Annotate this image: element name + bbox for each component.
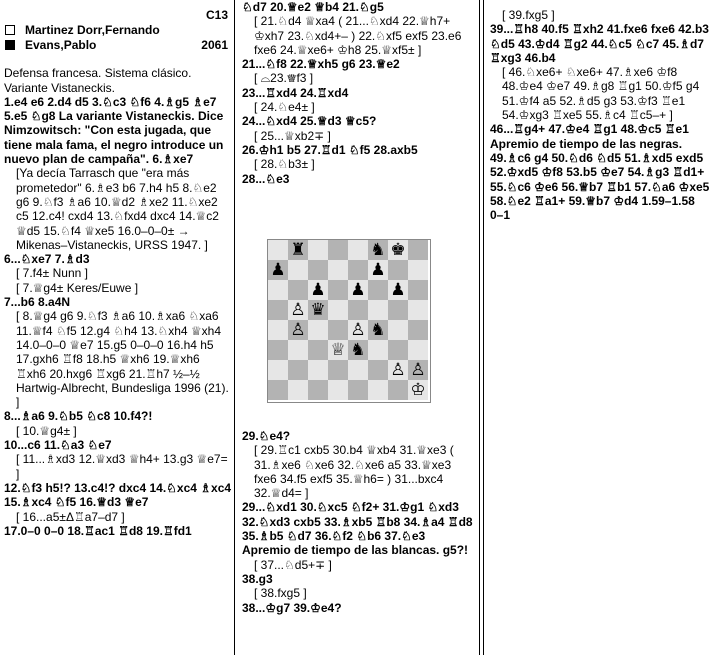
move-paragraph: 0–1	[490, 208, 511, 223]
white-player	[0, 22, 232, 37]
move-paragraph: 24...♘xd4 25.♕d3 ♕c5?	[242, 114, 377, 129]
board-square	[408, 280, 428, 300]
board-square	[288, 240, 308, 260]
column-divider-3	[483, 0, 484, 655]
board-square	[368, 260, 388, 280]
board-square	[348, 320, 368, 340]
column-divider-2	[479, 0, 480, 655]
board-square	[408, 360, 428, 380]
board-square	[348, 380, 368, 400]
annotation-paragraph: [ 37...♘d5+∓ ]	[254, 557, 332, 572]
move-paragraph: 23...♖xd4 24.♖xd4	[242, 85, 349, 100]
move-paragraph: 12.♘f3 h5!? 13.c4!? dxc4 14.♘xc4 ♗xc4 15.♗xc4 ♘f5 16.♕d3 ♕e7	[4, 480, 235, 510]
eco-code: C13	[205, 8, 228, 22]
annotation-paragraph: [ 25...♕xb2∓ ]	[254, 128, 331, 143]
board-square	[328, 360, 348, 380]
annotation-paragraph: [ 8.♕g4 g6 9.♘f3 ♗a6 10.♗xa6 ♘xa6 11.♕f4 ♘f5 12.g4 ♘h4 13.♘xh4 ♕xh4 14.0–0–0 ♕e7 15.g5 0–0–0 16.h4 h5 17.gxh6 ♖f8 18.h5 ♕xh6 19.♕xh6 ♖xh6 20.hxg6 ♖xg6 21.♖h7 ½–½ Hartwig-Albrecht, Bundesliga 1996 (21). ]	[16, 309, 233, 410]
annotation-paragraph: [ ⌓23.♕f3 ]	[254, 71, 314, 86]
annotation-paragraph: [ 16...a5±Δ♖a7–d7 ]	[16, 509, 125, 524]
move-paragraph: 26.♔h1 b5 27.♖d1 ♘f5 28.axb5	[242, 142, 418, 157]
board-square	[328, 320, 348, 340]
board-square	[388, 380, 408, 400]
move-paragraph: 8...♗a6 9.♘b5 ♘c8 10.f4?!	[4, 409, 153, 424]
board-square	[408, 340, 428, 360]
move-paragraph: 7...b6 8.a4N	[4, 295, 71, 310]
board-square	[348, 300, 368, 320]
annotation-paragraph: [ 38.fxg5 ]	[254, 586, 307, 601]
chess-piece-icon: ♛	[310, 300, 326, 320]
white-player-name: Martinez Dorr,Fernando	[25, 22, 160, 37]
board-square	[388, 280, 408, 300]
annotation-paragraph: [Ya decía Tarrasch que "era más prometedor" 6.♗e3 b6 7.h4 h5 8.♘e2 g6 9.♘f3 ♗a6 10.♕d2 ♗xe2 11.♘xe2 c5 12.c4! cxd4 13.♘fxd4 dxc4 14.♕c2 ♕d5 15.♘f4 ♕xe5 16.0–0–0± → Mikenas–Vistaneckis, URSS 1947. ]	[16, 166, 223, 252]
move-paragraph: 21...♘f8 22.♕xh5 g6 23.♕e2	[242, 57, 400, 72]
annotation-paragraph: [ 7.f4± Nunn ]	[16, 266, 88, 281]
board-square	[288, 280, 308, 300]
board-square	[308, 240, 328, 260]
annotation-paragraph: [ 11...♗xd3 12.♕xd3 ♕h4+ 13.g3 ♕e7= ]	[16, 452, 231, 481]
board-square	[288, 380, 308, 400]
board-square	[288, 300, 308, 320]
move-paragraph: 6...♘xe7 7.♗d3	[4, 252, 90, 267]
move-paragraph: 38...♔g7 39.♔e4?	[242, 600, 342, 615]
black-player-elo: 2061	[201, 37, 228, 52]
black-player	[0, 37, 232, 52]
board-square	[288, 320, 308, 340]
move-paragraph: 28...♘e3	[242, 171, 290, 186]
board-square	[388, 340, 408, 360]
board-square	[268, 260, 288, 280]
chess-board	[267, 239, 431, 403]
board-square	[368, 360, 388, 380]
board-square	[388, 360, 408, 380]
annotation-paragraph: [ 29.♖c1 cxb5 30.b4 ♕xb4 31.♕xe3 ( 31.♗xe6 ♘xe6 32.♘xe6 a5 33.♕xe3 fxe6 34.f5 exf5 35.♕h6= ) 31...bxc4 32.♕d4= ]	[254, 443, 458, 501]
annotation-paragraph: [ 46.♘xe6+ ♘xe6+ 47.♗xe6 ♔f8 48.♔e4 ♔e7 49.♗g8 ♖g1 50.♔f5 g4 51.♔f4 a5 52.♗d5 g3 53.♔f3 ♖e1 54.♔xg3 ♖xe5 55.♗c4 ♖c5–+ ]	[502, 65, 703, 123]
move-paragraph: 29.♘e4?	[242, 429, 291, 443]
board-square	[288, 340, 308, 360]
chess-piece-icon: ♙	[290, 320, 306, 340]
board-square	[388, 300, 408, 320]
annotation-paragraph: [ 39.fxg5 ]	[502, 8, 555, 22]
board-square	[368, 320, 388, 340]
board-square	[368, 240, 388, 260]
move-paragraph: 46...♖g4+ 47.♔e4 ♖g1 48.♔c5 ♖e1 Apremio de tiempo de las negras. 49.♗c6 g4 50.♘d6 ♘d5 51.♗xd5 exd5 52.♔xd5 ♔f8 53.b5 ♔e7 54.♗g3 ♖d1+ 55.♘c6 ♔e6 56.♕b7 ♖b1 57.♘a6 ♔xe5 58.♘e2 ♖a1+ 59.♕b7 ♔d4 1.59–1.58	[490, 122, 713, 208]
board-square	[408, 300, 428, 320]
chess-piece-icon: ♟	[390, 280, 406, 300]
column-1-text	[0, 66, 235, 538]
chess-piece-icon: ♞	[370, 320, 386, 340]
board-square	[408, 240, 428, 260]
board-square	[308, 320, 328, 340]
column-divider-1	[234, 0, 235, 655]
board-square	[328, 300, 348, 320]
board-square	[268, 320, 288, 340]
board-square	[268, 340, 288, 360]
annotation-paragraph: [ 10.♕g4± ]	[16, 423, 77, 438]
board-square	[348, 240, 368, 260]
annotation-paragraph: [ 7.♕g4± Keres/Euwe ]	[16, 280, 139, 295]
board-square	[288, 260, 308, 280]
board-square	[268, 380, 288, 400]
move-paragraph: 39...♖h8 40.f5 ♖xh2 41.fxe6 fxe6 42.b3 ♘d5 43.♔d4 ♖g2 44.♘c5 ♘c7 45.♗d7 ♖xg3 46.b4	[490, 22, 713, 65]
board-square	[308, 300, 328, 320]
board-square	[408, 260, 428, 280]
board-square	[348, 260, 368, 280]
column-2-text-top	[238, 0, 476, 186]
board-square	[268, 360, 288, 380]
board-square	[308, 360, 328, 380]
board-square	[408, 320, 428, 340]
board-square	[268, 280, 288, 300]
move-paragraph: 38.g3	[242, 571, 273, 586]
board-square	[368, 380, 388, 400]
board-square	[368, 300, 388, 320]
board-square	[348, 280, 368, 300]
chess-piece-icon: ♞	[370, 240, 386, 260]
black-square-icon	[5, 40, 15, 50]
column-3	[486, 0, 714, 655]
chess-piece-icon: ♟	[310, 280, 326, 300]
board-square	[388, 260, 408, 280]
chess-piece-icon: ♞	[350, 340, 366, 360]
column-3-text	[486, 8, 714, 222]
white-square-icon	[5, 25, 15, 35]
board-square	[328, 340, 348, 360]
board-square	[348, 340, 368, 360]
chess-piece-icon: ♙	[350, 320, 366, 340]
chess-piece-icon: ♙	[390, 360, 406, 380]
board-square	[268, 240, 288, 260]
chess-piece-icon: ♜	[290, 240, 306, 260]
chess-piece-icon: ♟	[270, 260, 286, 280]
board-square	[348, 360, 368, 380]
board-square	[268, 300, 288, 320]
move-paragraph: 10...c6 11.♘a3 ♘e7	[4, 438, 112, 453]
board-square	[408, 380, 428, 400]
chess-piece-icon: ♟	[370, 260, 386, 280]
black-player-name: Evans,Pablo	[25, 37, 97, 52]
board-square	[368, 280, 388, 300]
chess-piece-icon: ♔	[410, 380, 426, 400]
annotation-paragraph: [ 24.♘e4± ]	[254, 100, 315, 115]
board-square	[328, 280, 348, 300]
chess-piece-icon: ♙	[410, 360, 426, 380]
board-square	[388, 320, 408, 340]
chess-piece-icon: ♟	[350, 280, 366, 300]
board-square	[368, 340, 388, 360]
board-square	[308, 340, 328, 360]
board-square	[308, 280, 328, 300]
column-2	[238, 0, 476, 655]
board-square	[328, 260, 348, 280]
column-1	[0, 0, 235, 655]
board-square	[328, 380, 348, 400]
chess-piece-icon: ♕	[330, 340, 346, 360]
board-square	[308, 260, 328, 280]
board-square	[328, 240, 348, 260]
move-paragraph: 17.0–0 0–0 18.♖ac1 ♖d8 19.♖fd1	[4, 523, 192, 538]
move-paragraph: 29...♘xd1 30.♘xc5 ♘f2+ 31.♔g1 ♘xd3 32.♘xd3 cxb5 33.♗xb5 ♖b8 34.♗a4 ♖d8 35.♗b5 ♘d7 36.♘f2 ♘b6 37.♘e3 Apremio de tiempo de las blancas. g5?!	[242, 500, 476, 558]
column-2-text-bottom	[238, 429, 476, 615]
board-square	[288, 360, 308, 380]
board-square	[308, 380, 328, 400]
move-paragraph: ♘d7 20.♕e2 ♕b4 21.♘g5	[242, 0, 384, 14]
move-paragraph: 1.e4 e6 2.d4 d5 3.♘c3 ♘f6 4.♗g5 ♗e7 5.e5 ♘g8 La variante Vistaneckis. Dice Nimzowitsch: "Con esta jugada, que tiene mala fama, el negro introduce un nuevo plan de campaña". 6.♗xe7	[4, 94, 227, 167]
move-paragraph: Defensa francesa. Sistema clásico. Variante Vistaneckis.	[4, 66, 195, 95]
annotation-paragraph: [ 21.♘d4 ♕xa4 ( 21...♘xd4 22.♕h7+ ♔xh7 23.♘xd4+– ) 22.♘xf5 exf5 23.e6 fxe6 24.♕xe6+ ♔h8 25.♕xf5± ]	[254, 14, 465, 57]
board-square	[388, 240, 408, 260]
chess-piece-icon: ♚	[390, 240, 406, 260]
annotation-paragraph: [ 28.♘b3± ]	[254, 157, 315, 172]
chess-piece-icon: ♙	[290, 300, 306, 320]
